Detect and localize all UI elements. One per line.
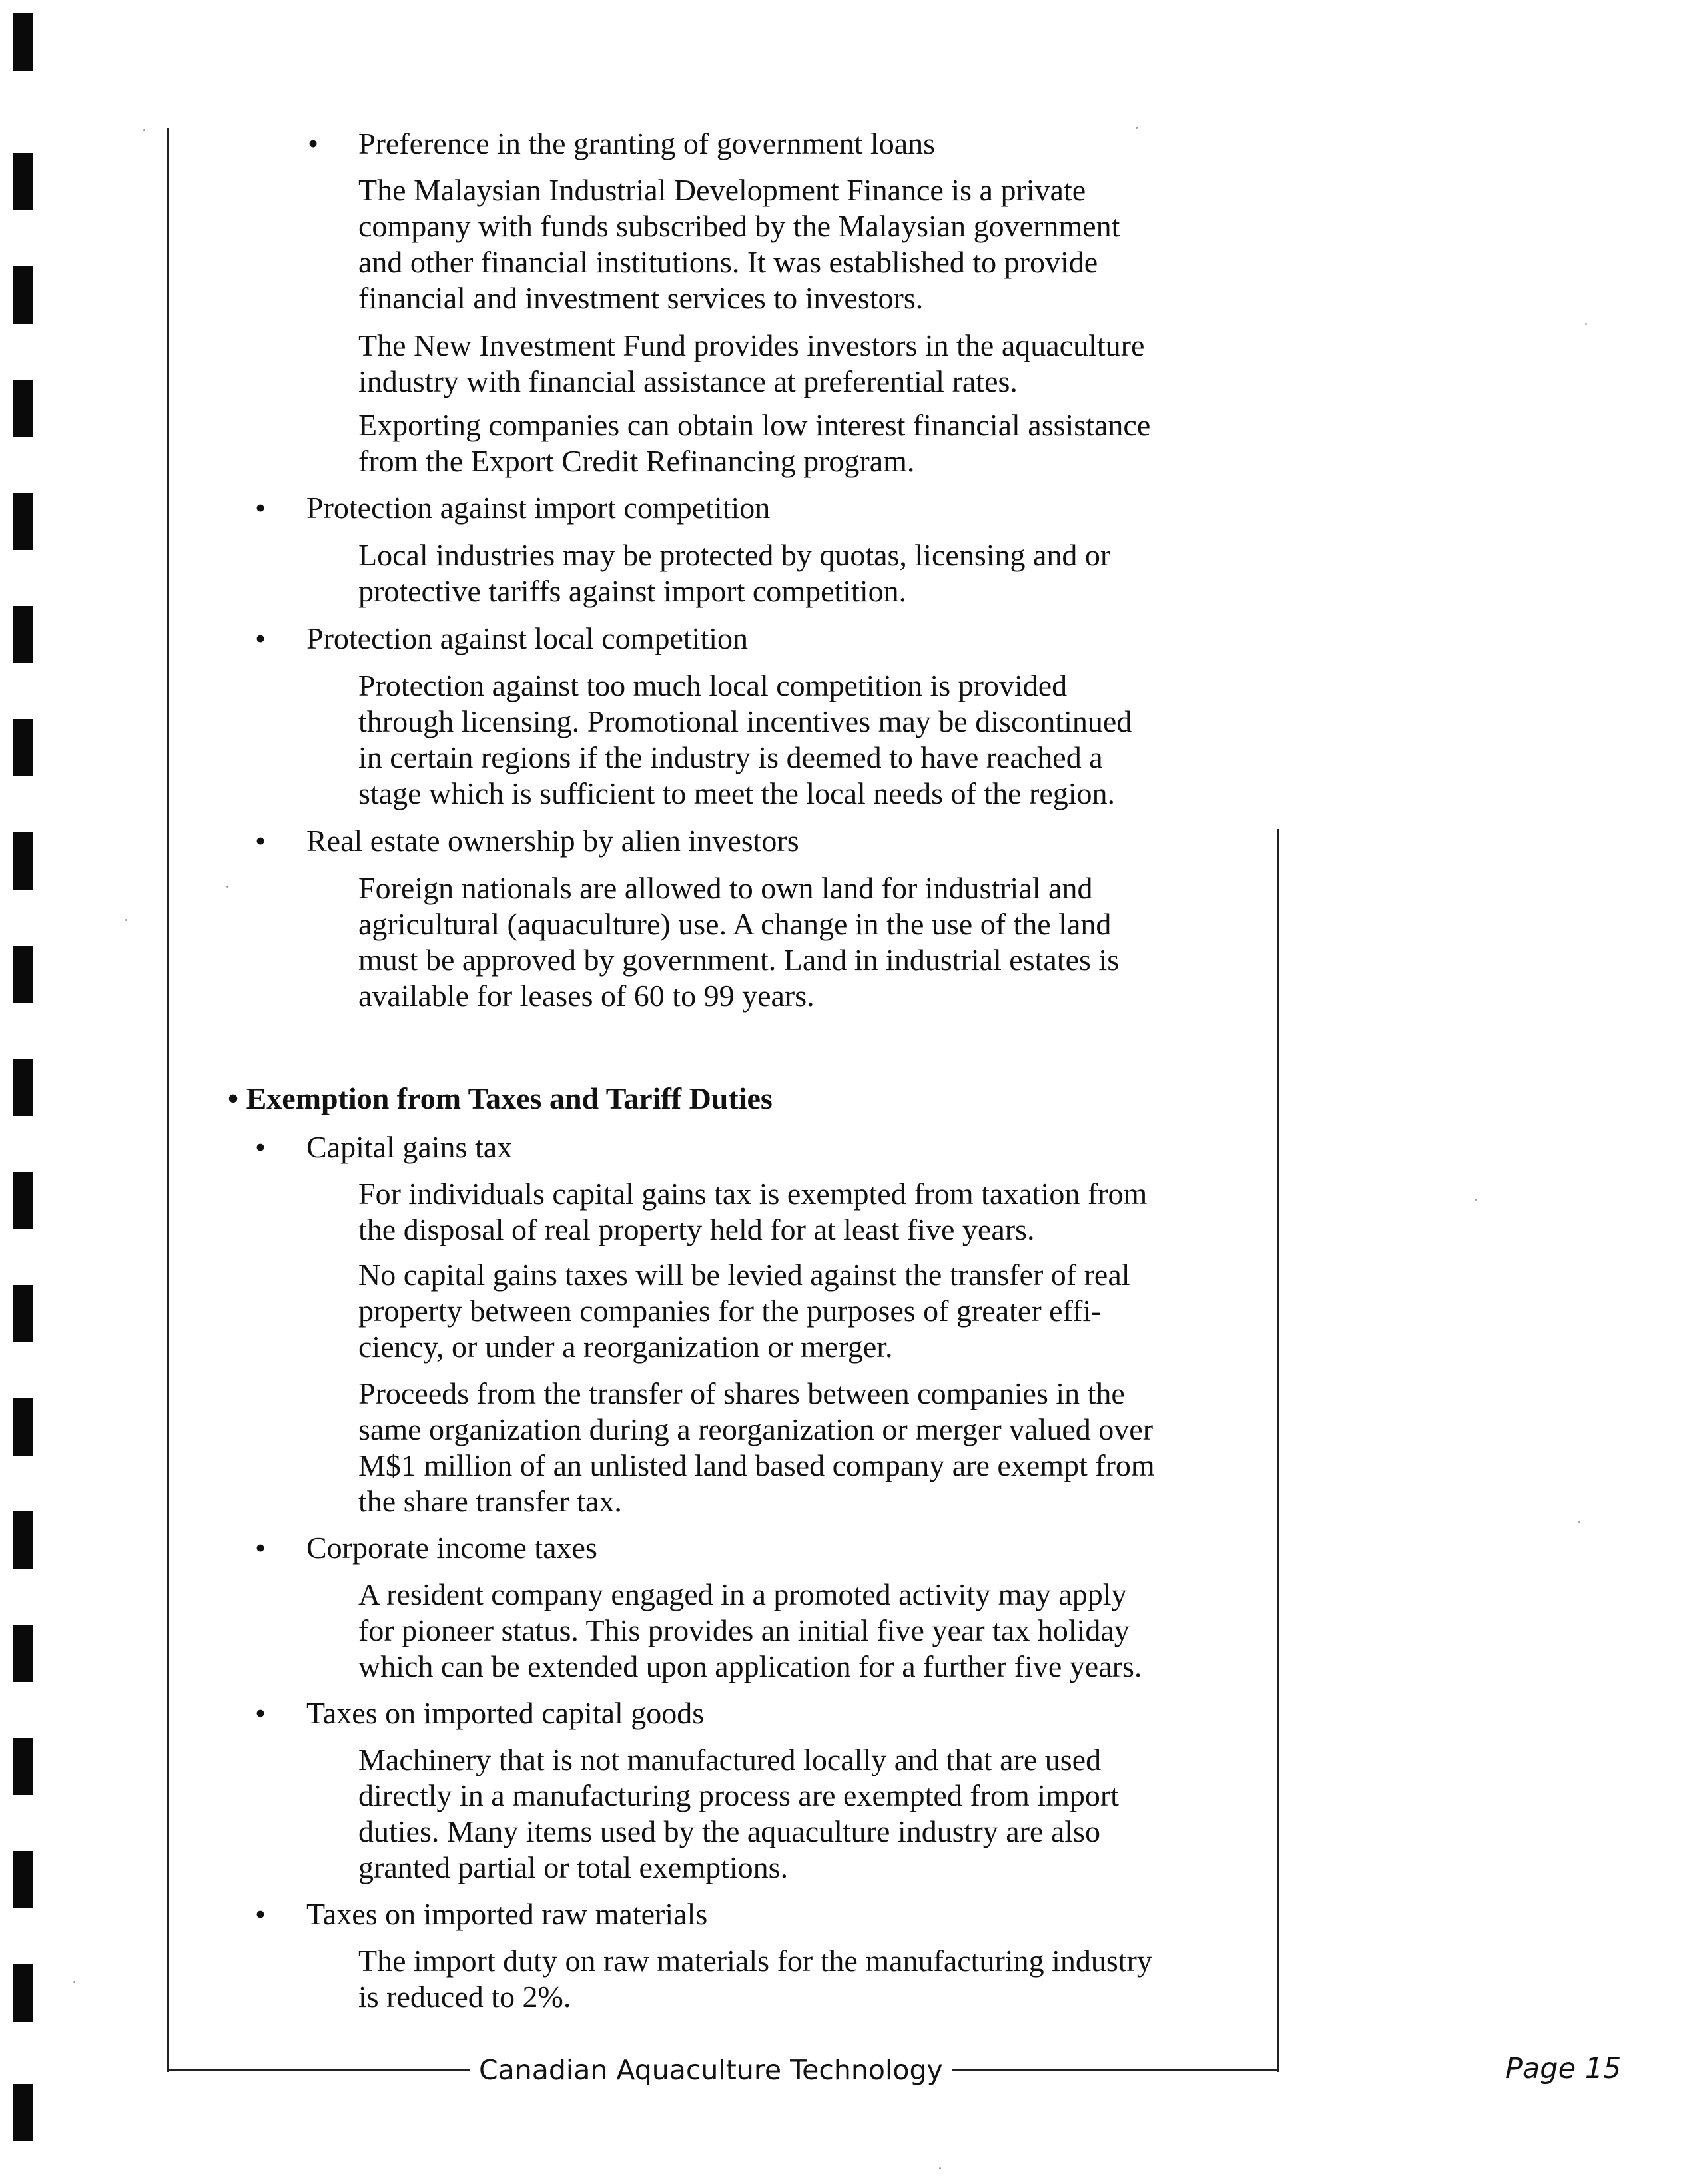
binder-hole (13, 606, 33, 663)
scan-speck (1585, 323, 1587, 325)
paragraph-line: The Malaysian Industrial Development Finance is a private (358, 173, 1086, 207)
scan-speck (226, 886, 228, 888)
binder-hole (13, 1511, 33, 1569)
paragraph-line: Local industries may be protected by quotas, licensing and or (358, 538, 1111, 572)
binder-hole (13, 13, 33, 71)
paragraph-line: is reduced to 2%. (358, 1980, 571, 2014)
paragraph-line: Exporting companies can obtain low interest financial assistance (358, 408, 1151, 442)
paragraph-line: For individuals capital gains tax is exempted from taxation from (358, 1177, 1148, 1211)
paragraph-line: industry with financial assistance at preferential rates. (358, 364, 1018, 398)
bullet: • (255, 621, 266, 655)
binder-hole (13, 1964, 33, 2022)
scan-speck (143, 129, 145, 131)
item-label: Preference in the granting of government loans (358, 127, 936, 160)
item-label: Taxes on imported raw materials (306, 1897, 708, 1931)
paragraph-line: duties. Many items used by the aquaculture industry are also (358, 1814, 1100, 1848)
bullet: • (255, 491, 266, 525)
paragraph-line: available for leases of 60 to 99 years. (358, 979, 815, 1013)
binder-hole (13, 380, 33, 437)
paragraph-line: Foreign nationals are allowed to own land for industrial and (358, 871, 1093, 905)
bullet: • (255, 1897, 266, 1931)
paragraph-line: must be approved by government. Land in industrial estates is (358, 943, 1120, 977)
binder-hole (13, 946, 33, 1003)
scan-speck (1475, 1199, 1477, 1201)
paragraph-line: The import duty on raw materials for the manufacturing industry (358, 1944, 1152, 1978)
footer-title: Canadian Aquaculture Technology (470, 2054, 952, 2086)
paragraph-line: stage which is sufficient to meet the local needs of the region. (358, 776, 1116, 810)
binder-hole (13, 1398, 33, 1456)
bullet: • (255, 824, 266, 858)
binder-hole (13, 266, 33, 324)
scan-speck (125, 919, 127, 921)
paragraph-line: agricultural (aquaculture) use. A change in the use of the land (358, 907, 1112, 941)
item-label: Protection against import competition (306, 491, 771, 525)
binder-hole (13, 493, 33, 550)
binder-hole (13, 1285, 33, 1342)
paragraph-line: property between companies for the purposes of greater effi- (358, 1294, 1102, 1328)
binder-hole (13, 1059, 33, 1116)
paragraph-line: company with funds subscribed by the Malaysian government (358, 209, 1120, 243)
item-label: Real estate ownership by alien investors (306, 824, 799, 858)
binder-hole (13, 1738, 33, 1795)
paragraph-line: Proceeds from the transfer of shares between companies in the (358, 1376, 1125, 1410)
paragraph-line: A resident company engaged in a promoted activity may apply (358, 1577, 1127, 1611)
frame-left-rule (167, 128, 169, 2072)
paragraph-line: financial and investment services to investors. (358, 281, 924, 315)
bullet: • (255, 1531, 266, 1565)
binder-hole (13, 1625, 33, 1682)
page-number: Page 15 (1505, 2052, 1622, 2085)
item-label: Taxes on imported capital goods (306, 1696, 705, 1730)
bullet: • (255, 1696, 266, 1730)
paragraph-line: Protection against too much local competition is provided (358, 669, 1068, 702)
paragraph-line: protective tariffs against import competition. (358, 574, 907, 608)
paragraph-line: No capital gains taxes will be levied against the transfer of real (358, 1258, 1130, 1292)
paragraph-line: M$1 million of an unlisted land based company are exempt from (358, 1448, 1155, 1482)
paragraph-line: in certain regions if the industry is deemed to have reached a (358, 740, 1103, 774)
scan-speck (939, 2167, 941, 2169)
paragraph-line: the disposal of real property held for at least five years. (358, 1213, 1035, 1246)
binder-hole (13, 153, 33, 210)
section-heading: • Exemption from Taxes and Tariff Duties (228, 1081, 773, 1115)
scan-speck (1578, 1521, 1580, 1523)
paragraph-line: for pioneer status. This provides an initial five year tax holiday (358, 1613, 1130, 1647)
scan-speck (1136, 127, 1138, 129)
item-label: Corporate income taxes (306, 1531, 597, 1565)
bullet: • (308, 127, 319, 160)
frame-right-rule (1277, 829, 1279, 2072)
paragraph-line: The New Investment Fund provides investors in the aquaculture (358, 328, 1145, 362)
paragraph-line: and other financial institutions. It was established to provide (358, 245, 1098, 279)
paragraph-line: directly in a manufacturing process are exempted from import (358, 1778, 1119, 1812)
binder-hole (13, 719, 33, 776)
scan-speck (73, 1981, 75, 1983)
paragraph-line: through licensing. Promotional incentives may be discontinued (358, 704, 1132, 738)
binder-hole (13, 1172, 33, 1229)
paragraph-line: granted partial or total exemptions. (358, 1850, 789, 1884)
bullet: • (255, 1130, 266, 1164)
binder-hole (13, 2084, 33, 2141)
paragraph-line: from the Export Credit Refinancing program. (358, 444, 915, 478)
paragraph-line: ciency, or under a reorganization or merger. (358, 1330, 893, 1364)
binder-hole (13, 1851, 33, 1908)
item-label: Capital gains tax (306, 1130, 513, 1164)
paragraph-line: same organization during a reorganization or merger valued over (358, 1412, 1154, 1446)
binder-hole (13, 832, 33, 890)
item-label: Protection against local competition (306, 621, 749, 655)
paragraph-line: Machinery that is not manufactured locally and that are used (358, 1743, 1102, 1776)
paragraph-line: the share transfer tax. (358, 1484, 622, 1518)
paragraph-line: which can be extended upon application for a further five years. (358, 1649, 1142, 1683)
